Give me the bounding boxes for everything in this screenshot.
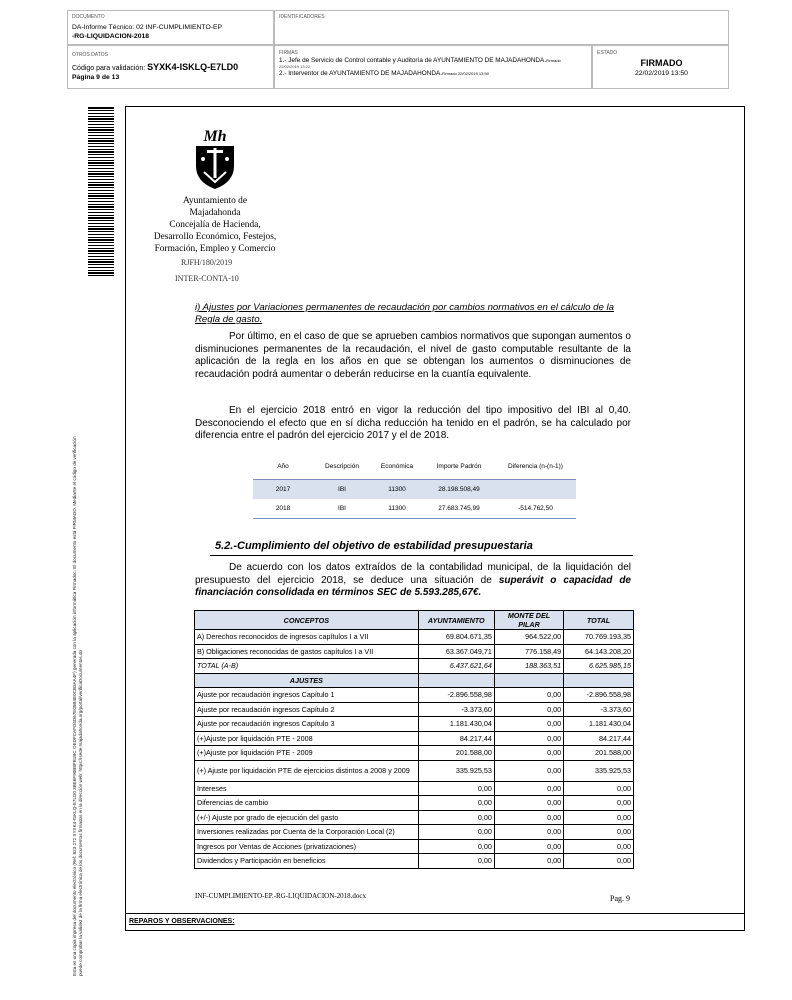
ref-code-2: INTER-CONTA-10 (175, 274, 239, 283)
ibi-table (253, 453, 576, 519)
pagina-label: Página 9 de 13 (72, 74, 120, 81)
documento-title: DA-Informe Técnico: 02 INF-CUMPLIMIENTO-EP -RG-LIQUIDACION-2018 (72, 24, 223, 40)
side-verification-text: Esta es una copia impresa del documento electrónico (Ref: 823 272 SYXK4-ISKLQ-E7LD0 3BE6F90B8FB1BC OEDFCAFD4D67E05B4E0CB3AA4F) generada con la aplicación informática Firmadoc. El documento está FIRMADO. Mediante el código de verificación puede comprobar la validez de la firma electrónica de los documentos firmados en la dirección web: https://sede.majadahonda.org/portal/verificaDocumentos.do (72, 436, 83, 976)
barcode (88, 106, 114, 276)
table-row: A) Derechos reconocidos de ingresos capítulos I a VII 69.804.671,35 964.522,00 70.769.193,35 (195, 630, 634, 645)
estado-date: 22/02/2019 13:50 (635, 70, 688, 77)
estado-value: FIRMADO (640, 58, 683, 68)
reparos-label: REPAROS Y OBSERVACIONES: (129, 918, 235, 925)
firma-1: 1.- Jefe de Servicio de Control contable y Auditoría de AYUNTAMIENTO DE MAJADAHONDA.Firmado (279, 57, 561, 64)
firmas-label: FIRMAS (279, 50, 298, 56)
stability-table (194, 610, 634, 869)
ibi-row-2017: 2017 IBI 11300 28.198.508,49 (253, 480, 576, 500)
table-row: B) Obligaciones reconocidas de gastos capítulos I a VII 63.367.049,71 776.158,49 64.143.208,20 (195, 644, 634, 659)
otros-label: OTROS DATOS (72, 52, 108, 58)
ibi-table-header: Año Descripción Económica Importe Padrón Diferencia (n-(n-1)) (277, 462, 563, 470)
table-row: Diferencias de cambio 0,00 0,00 0,00 (195, 796, 634, 811)
codigo-validacion: Código para validación: SYXK4-ISKLQ-E7LD0 (72, 62, 239, 72)
section-i-heading: i) Ajustes por Variaciones permanentes de recaudación por cambios normativos en el cálculo de la Regla de gasto. (195, 302, 614, 325)
firma-2: 2.- Interventor de AYUNTAMIENTO DE MAJADAHONDA.Firmado 22/02/2019 13:50 (279, 70, 489, 77)
table-row: Dividendos y Participación en beneficios 0,00 0,00 0,00 (195, 854, 634, 869)
header-estado-box (592, 45, 729, 89)
header-otros-box (67, 45, 274, 89)
logo-letters: Mh (203, 128, 227, 145)
documento-label: DOCUMENTO (72, 14, 105, 20)
table-row: Ajuste por recaudación ingresos Capítulo 2 -3.373,60 0,00 -3.373,60 (195, 702, 634, 717)
table-row: Ajuste por recaudación ingresos Capítulo 3 1.181.430,04 0,00 1.181.430,04 (195, 717, 634, 732)
table-row: (+)Ajuste por liquidación PTE - 2009 201.588,00 0,00 201.588,00 (195, 746, 634, 761)
section-i-paragraph-1: Por último, en el caso de que se aprueben cambios normativos que supongan aumentos o disminuciones permanentes de la recaudación, el nivel de gasto computable resultante de la aplicación de la regla en los años en que se obtengan los aumentos o disminuciones de recaudación podrá aumentar o deberán reducirse en la cuantía equivalente. (195, 331, 631, 380)
ref-code-1: RJFH/180/2019 (181, 258, 233, 267)
estado-label: ESTADO (597, 50, 618, 56)
stability-table-header: CONCEPTOS AYUNTAMIENTO MONTE DEL PILAR TOTAL (195, 611, 634, 630)
ibi-row-2018: 2018 IBI 11300 27.683.745,99 -514.762,50 (253, 499, 576, 519)
table-row: Ajuste por recaudación ingresos Capítulo 1 -2.896.558,98 0,00 -2.896.558,98 (195, 688, 634, 703)
section-52-heading: 5.2.-Cumplimiento del objetivo de estabilidad presupuestaria (215, 540, 533, 552)
majadahonda-crest-logo (190, 126, 240, 190)
table-row: (+) Ajuste por liquidación PTE de ejercicios distintos a 2008 y 2009 335.925,53 0,00 335.925,53 (195, 760, 634, 781)
section-52-paragraph: De acuerdo con los datos extraídos de la contabilidad municipal, de la liquidación del presupuesto del ejercicio 2018, se deduce una situación de superávit o capacidad de financiación consolidada en términos SEC de 5.593.285,67€. (195, 562, 631, 598)
header-identificadores-box (274, 10, 729, 45)
header-firmas-box (274, 45, 592, 89)
table-row: (+)Ajuste por liquidación PTE - 2008 84.217,44 0,00 84.217,44 (195, 731, 634, 746)
firma-1-date: 22/02/2019 13:22 (279, 64, 311, 69)
footer-page-number: Pag. 9 (610, 894, 630, 903)
ajustes-header-row: AJUSTES (195, 673, 634, 688)
letterhead: Ayuntamiento de Majadahonda Concejalía de Hacienda, Desarrollo Económico, Festejos, Formación, Empleo y Comercio (153, 196, 277, 254)
table-row: Inversiones realizadas por Cuenta de la Corporación Local (2) 0,00 0,00 0,00 (195, 825, 634, 840)
header-documento-box (67, 10, 274, 45)
section-i-paragraph-2: En el ejercicio 2018 entró en vigor la reducción del tipo impositivo del IBI al 0,40. Desconociendo el efecto que en sí dicha reducción ha tenido en el padrón, se ha calculado por diferencia entre el padrón del ejercicio 2017 y el de 2018. (195, 405, 631, 441)
identificadores-label: IDENTIFICADORES (279, 14, 325, 20)
footer-filename: INF-CUMPLIMIENTO-EP.-RG-LIQUIDACION-2018.docx (195, 892, 366, 900)
table-row-total: TOTAL (A-B) 6.437.621,64 188.363,51 6.625.985,15 (195, 659, 634, 674)
reparos-box (125, 913, 745, 931)
table-row: (+/-) Ajuste por grado de ejecución del gasto 0,00 0,00 0,00 (195, 810, 634, 825)
table-row: Ingresos por Ventas de Acciones (privatizaciones) 0,00 0,00 0,00 (195, 839, 634, 854)
table-row: Intereses 0,00 0,00 0,00 (195, 781, 634, 796)
section-52-rule (210, 555, 633, 556)
